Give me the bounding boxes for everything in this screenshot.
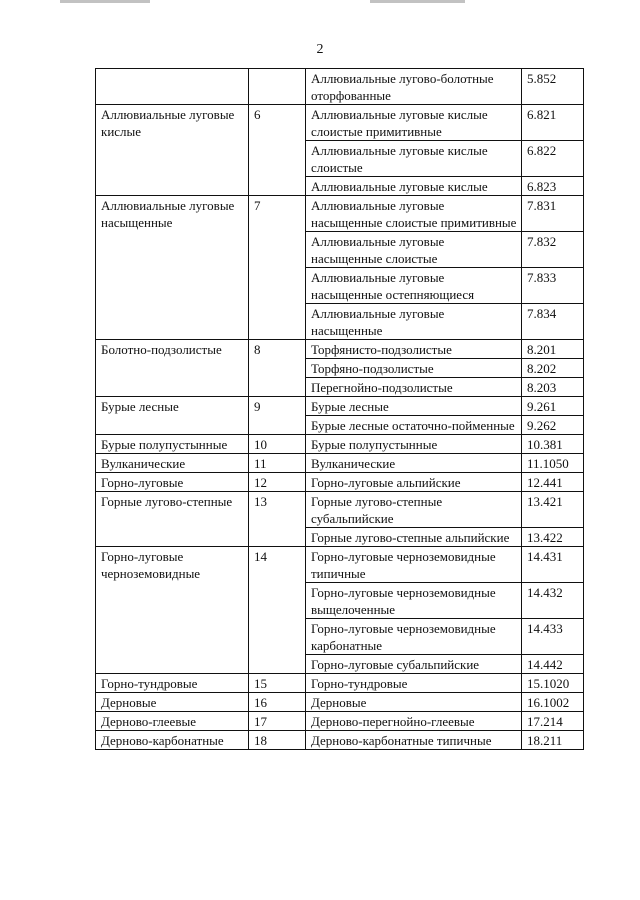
code-cell: 14.431 [522, 547, 584, 583]
table-row [96, 674, 584, 693]
soil-subtype-cell: Бурые полупустынные [306, 435, 522, 454]
soil-subtype-cell: Дерновые [306, 693, 522, 712]
soil-subtype-cell: Перегнойно-подзолистые [306, 378, 522, 397]
code-cell: 15.1020 [522, 674, 584, 693]
code-cell: 8.203 [522, 378, 584, 397]
code-cell: 9.261 [522, 397, 584, 416]
soil-subtype-cell: Горные лугово-степные субальпийские [306, 492, 522, 528]
soil-subtype-cell: Горные лугово-степные альпийские [306, 528, 522, 547]
soil-type-cell: Дерновые [96, 693, 249, 712]
code-cell: 12.441 [522, 473, 584, 492]
soil-subtype-cell: Аллювиальные луговые насыщенные слоистые примитивные [306, 196, 522, 232]
code-cell: 16.1002 [522, 693, 584, 712]
code-cell: 17.214 [522, 712, 584, 731]
type-number-cell: 9 [249, 397, 306, 435]
type-number-cell: 8 [249, 340, 306, 397]
type-number-cell: 16 [249, 693, 306, 712]
table-row [96, 492, 584, 528]
soil-type-cell: Дерново-карбонатные [96, 731, 249, 750]
soil-subtype-cell: Вулканические [306, 454, 522, 473]
soil-subtype-cell: Дерново-перегнойно-глеевые [306, 712, 522, 731]
table-row [96, 435, 584, 454]
code-cell: 14.433 [522, 619, 584, 655]
soil-type-cell: Аллювиальные луговые кислые [96, 105, 249, 196]
code-cell: 7.833 [522, 268, 584, 304]
soil-subtype-cell: Аллювиальные луговo-болотные оторфованные [306, 69, 522, 105]
type-number-cell: 13 [249, 492, 306, 547]
code-cell: 18.211 [522, 731, 584, 750]
table-row [96, 547, 584, 583]
table-row [96, 69, 584, 105]
table-row [96, 731, 584, 750]
soil-type-cell: Бурые полупустынные [96, 435, 249, 454]
scan-artifact [60, 0, 150, 3]
soil-subtype-cell: Торфянисто-подзолистые [306, 340, 522, 359]
soil-subtype-cell: Горно-луговые черноземовидные типичные [306, 547, 522, 583]
soil-type-cell: Аллювиальные луговые насыщенные [96, 196, 249, 340]
soil-type-cell: Вулканические [96, 454, 249, 473]
table-row [96, 454, 584, 473]
soil-subtype-cell: Аллювиальные луговые насыщенные [306, 304, 522, 340]
soil-subtype-cell: Аллювиальные луговые кислые слоистые примитивные [306, 105, 522, 141]
code-cell: 6.821 [522, 105, 584, 141]
type-number-cell: 18 [249, 731, 306, 750]
soil-type-cell: Горно-луговые черноземовидные [96, 547, 249, 674]
soil-subtype-cell: Бурые лесные остаточно-пойменные [306, 416, 522, 435]
soil-type-cell: Горно-тундровые [96, 674, 249, 693]
soil-subtype-cell: Торфяно-подзолистые [306, 359, 522, 378]
table-row [96, 196, 584, 232]
code-cell: 5.852 [522, 69, 584, 105]
soil-subtype-cell: Аллювиальные луговые кислые [306, 177, 522, 196]
type-number-cell: 11 [249, 454, 306, 473]
type-number-cell: 14 [249, 547, 306, 674]
table-row [96, 712, 584, 731]
code-cell: 7.834 [522, 304, 584, 340]
soil-type-cell: Горно-луговые [96, 473, 249, 492]
type-number-cell [249, 69, 306, 105]
soil-subtype-cell: Аллювиальные луговые кислые слоистые [306, 141, 522, 177]
soil-classification-table [95, 68, 584, 750]
code-cell: 6.823 [522, 177, 584, 196]
soil-subtype-cell: Горно-луговые черноземовидные карбонатные [306, 619, 522, 655]
type-number-cell: 15 [249, 674, 306, 693]
code-cell: 13.422 [522, 528, 584, 547]
soil-type-cell [96, 69, 249, 105]
soil-type-cell: Бурые лесные [96, 397, 249, 435]
code-cell: 6.822 [522, 141, 584, 177]
code-cell: 10.381 [522, 435, 584, 454]
soil-type-cell: Горные луговo-степные [96, 492, 249, 547]
soil-subtype-cell: Горно-луговые субальпийские [306, 655, 522, 674]
page-number: 2 [316, 42, 324, 57]
soil-subtype-cell: Дерново-карбонатные типичные [306, 731, 522, 750]
code-cell: 8.201 [522, 340, 584, 359]
soil-subtype-cell: Бурые лесные [306, 397, 522, 416]
type-number-cell: 7 [249, 196, 306, 340]
soil-type-cell: Болотно-подзолистые [96, 340, 249, 397]
soil-subtype-cell: Горно-луговые альпийские [306, 473, 522, 492]
scan-artifact [370, 0, 465, 3]
code-cell: 7.831 [522, 196, 584, 232]
code-cell: 7.832 [522, 232, 584, 268]
table-row [96, 693, 584, 712]
type-number-cell: 17 [249, 712, 306, 731]
type-number-cell: 12 [249, 473, 306, 492]
table-row [96, 105, 584, 141]
type-number-cell: 10 [249, 435, 306, 454]
soil-type-cell: Дерново-глеевые [96, 712, 249, 731]
soil-subtype-cell: Горно-луговые черноземовидные выщелоченные [306, 583, 522, 619]
soil-subtype-cell: Горно-тундровые [306, 674, 522, 693]
soil-subtype-cell: Аллювиальные луговые насыщенные остепняющиеся [306, 268, 522, 304]
code-cell: 9.262 [522, 416, 584, 435]
soil-subtype-cell: Аллювиальные луговые насыщенные слоистые [306, 232, 522, 268]
code-cell: 11.1050 [522, 454, 584, 473]
code-cell: 14.432 [522, 583, 584, 619]
type-number-cell: 6 [249, 105, 306, 196]
table-row [96, 397, 584, 416]
table-row [96, 340, 584, 359]
table-row [96, 473, 584, 492]
code-cell: 13.421 [522, 492, 584, 528]
code-cell: 8.202 [522, 359, 584, 378]
code-cell: 14.442 [522, 655, 584, 674]
